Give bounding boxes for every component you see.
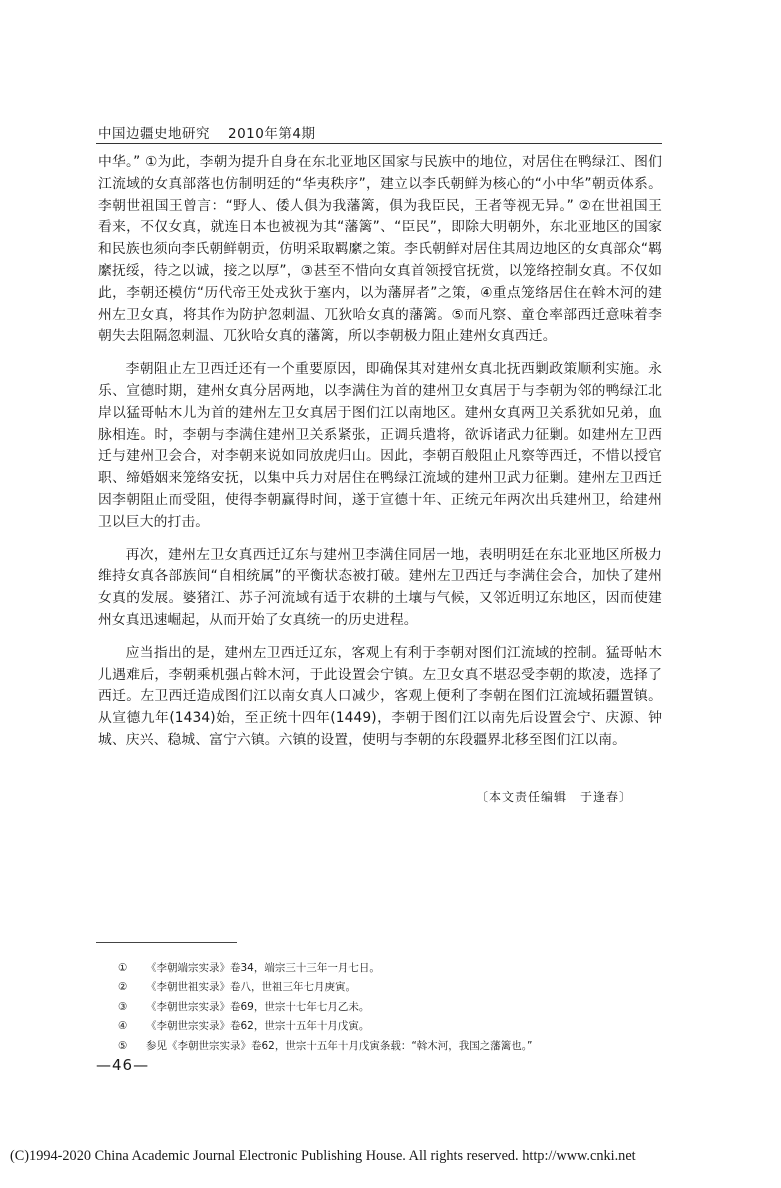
paragraph-2: 李朝阻止左卫西迁还有一个重要原因，即确保其对建州女真北抚西剿政策顺利实施。永乐、宣德时期，建州女真分居两地，以李满住为首的建州卫女真居于与李朝为邻的鸭绿江北岸以猛哥帖木儿为首的建州左卫女真居于图们江以南地区。建州女真两卫关系犹如兄弟，血脉相连。时，李朝与李满住建州卫关系紧张，正调兵遣将，欲诉诸武力征剿。如建州左卫西迁与建州卫会合，对李朝来说如同放虎归山。因此，李朝百般阻止凡察等西迁，不惜以授官职、缔婚姻来笼络安抚，以集中兵力对居住在鸭绿江流域的建州卫武力征剿。建州左卫西迁因李朝阻止而受阻，使得李朝赢得时间，遂于宣德十年、正统元年两次出兵建州卫，给建州卫以巨大的打击。	[98, 361, 662, 530]
footnote-5	[118, 1037, 658, 1056]
footnote-mark: ①	[118, 962, 128, 974]
footnote-2	[118, 978, 658, 997]
footnote-text: 《李朝世宗实录》卷62，世宗十五年十月戊寅。	[146, 1020, 370, 1033]
footnote-mark: ③	[118, 1000, 128, 1013]
journal-title: 中国边疆史地研究	[98, 126, 210, 142]
page-number: —46—	[96, 1056, 150, 1074]
footnote-1	[118, 959, 658, 978]
footnote-mark: ②	[118, 981, 128, 994]
article-body	[98, 152, 662, 763]
running-header	[98, 122, 662, 142]
footnote-rule	[96, 942, 237, 943]
footnote-mark: ⑤	[118, 1039, 128, 1052]
footnote-mark: ④	[118, 1020, 128, 1033]
editor-note: 〔本文责任编辑 于逢春〕	[476, 790, 633, 804]
issue-label: 2010年第4期	[228, 126, 316, 142]
copyright-notice: (C)1994-2020 China Academic Journal Electronic Publishing House. All rights reserved. http://www.cnki.net	[10, 1148, 636, 1164]
footnote-text: 参见《李朝世宗实录》卷62，世宗十五年十月戊寅条载：“斡木河，我国之藩篱也。”	[146, 1039, 533, 1052]
paragraph-4: 应当指出的是，建州左卫西迁辽东，客观上有利于李朝对图们江流域的控制。猛哥帖木儿遇难后，李朝乘机强占斡木河，于此设置会宁镇。左卫女真不堪忍受李朝的欺凌，选择了西迁。左卫西迁造成图们江以南女真人口减少，客观上便利了李朝在图们江流域拓疆置镇。从宣德九年(1434)始，至正统十四年(1449)，李朝于图们江以南先后设置会宁、庆源、钟城、庆兴、稳城、富宁六镇。六镇的设置，使明与李朝的东段疆界北移至图们江以南。	[98, 644, 662, 748]
footnote-text: 《李朝世祖实录》卷八，世祖三年七月庚寅。	[146, 981, 356, 994]
footnote-text: 《李朝端宗实录》卷34，端宗三十三年一月七日。	[146, 962, 380, 974]
footnote-3	[118, 998, 658, 1017]
footnote-text: 《李朝世宗实录》卷69，世宗十七年七月乙未。	[146, 1000, 370, 1013]
paragraph-1: 中华。” ①为此，李朝为提升自身在东北亚地区国家与民族中的地位，对居住在鸭绿江、图们江流域的女真部落也仿制明廷的“华夷秩序”，建立以李氏朝鲜为核心的“小中华”朝贡体系。李朝世祖国王曾言：“野人、倭人俱为我藩篱，俱为我臣民，王者等视无异。” ②在世祖国王看来，不仅女真，就连日本也被视为其“藩篱”、“臣民”，即除大明朝外，东北亚地区的国家和民族也须向李氏朝鲜朝贡，仿明采取羁縻之策。李氏朝鲜对居住其周边地区的女真部众“羁縻抚绥，待之以诚，接之以厚”，③甚至不惜向女真首领授官抚赏，以笼络控制女真。不仅如此，李朝还模仿“历代帝王处戎狄于塞内，以为藩屏者”之策，④重点笼络居住在斡木河的建州左卫女真，将其作为防护忽刺温、兀狄哈女真的藩篱。⑤而凡察、童仓率部西迁意味着李朝失去阻隔忽刺温、兀狄哈女真的藩篱，所以李朝极力阻止建州女真西迁。	[98, 154, 662, 345]
footnote-4	[118, 1017, 658, 1036]
paragraph-3: 再次，建州左卫女真西迁辽东与建州卫李满住同居一地，表明明廷在东北亚地区所极力维持女真各部族间“自相统属”的平衡状态被打破。建州左卫西迁与李满住会合，加快了建州女真的发展。婆猪江、苏子河流域有适于农耕的土壤与气候，又邻近明辽东地区，因而使建州女真迅速崛起，从而开始了女真统一的历史进程。	[98, 546, 662, 628]
footnotes	[118, 959, 658, 1056]
header-rule	[96, 143, 662, 144]
